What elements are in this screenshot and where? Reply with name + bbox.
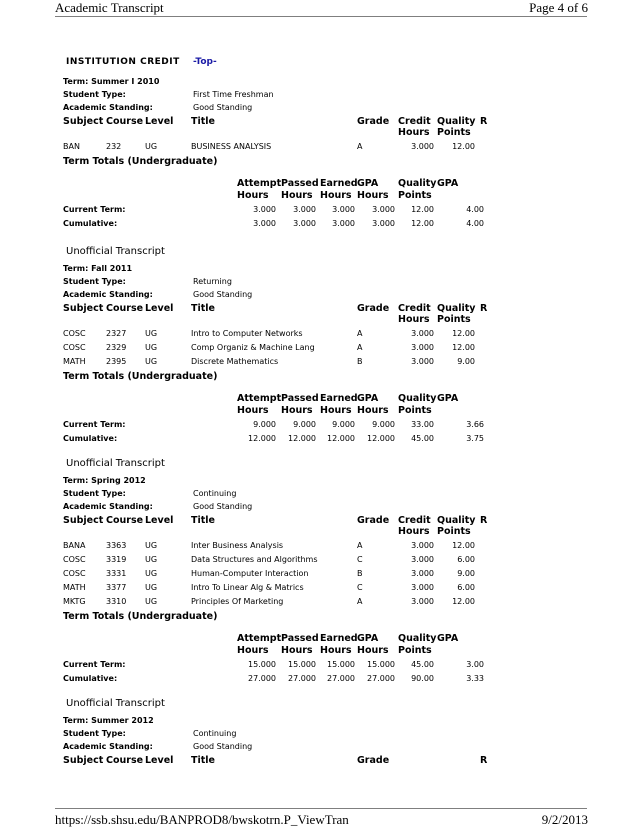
course-title: Discrete Mathematics [191, 357, 279, 366]
current-term-passed-hours: 3.000 [293, 205, 316, 214]
current-term-gpa-hours: 3.000 [372, 205, 395, 214]
totals-header-quality-points: Points [398, 405, 432, 416]
course-number: 3331 [106, 569, 127, 578]
student-type-value: Returning [193, 277, 232, 286]
course-quality-points: 12.00 [452, 142, 475, 151]
totals-header-quality-points: Points [398, 645, 432, 656]
cumulative-gpa: 3.75 [466, 434, 484, 443]
totals-header-earned-hours: Hours [320, 190, 352, 201]
current-term-attempt-hours: 15.000 [248, 660, 276, 669]
course-subject: COSC [63, 329, 86, 338]
course-number: 2329 [106, 343, 127, 352]
totals-header-attempt-hours: Hours [237, 190, 269, 201]
course-title: Human-Computer Interaction [191, 569, 309, 578]
current-term-quality-points: 33.00 [411, 420, 434, 429]
current-term-gpa-hours: 15.000 [367, 660, 395, 669]
cumulative-attempt-hours: 12.000 [248, 434, 276, 443]
totals-header-gpa-hours-2: Hours [357, 405, 389, 416]
col-header-course: Course [106, 515, 144, 526]
course-level: UG [145, 583, 158, 592]
totals-header-quality: Quality [398, 393, 437, 404]
course-level: UG [145, 555, 158, 564]
cumulative-gpa-hours: 27.000 [367, 674, 395, 683]
course-level: UG [145, 142, 158, 151]
col-header-credit-hours: Hours [398, 314, 430, 325]
col-header-title: Title [191, 755, 215, 766]
course-grade: B [357, 569, 363, 578]
cumulative-label: Cumulative: [63, 434, 118, 443]
header-divider [55, 16, 587, 17]
totals-header-gpa: GPA [437, 178, 459, 189]
course-subject: BANA [63, 541, 86, 550]
academic-standing-label: Academic Standing: [63, 742, 153, 751]
course-quality-points: 12.00 [452, 343, 475, 352]
col-header-level: Level [145, 116, 174, 127]
cumulative-earned-hours: 3.000 [332, 219, 355, 228]
course-credit-hours: 3.000 [411, 142, 434, 151]
cumulative-label: Cumulative: [63, 219, 118, 228]
col-header-quality-points: Points [437, 127, 471, 138]
student-type-label: Student Type: [63, 277, 126, 286]
course-quality-points: 6.00 [457, 583, 475, 592]
course-credit-hours: 3.000 [411, 541, 434, 550]
course-title: Principles Of Marketing [191, 597, 284, 606]
course-credit-hours: 3.000 [411, 569, 434, 578]
cumulative-quality-points: 45.00 [411, 434, 434, 443]
totals-header-passed-hours: Hours [281, 190, 313, 201]
cumulative-quality-points: 90.00 [411, 674, 434, 683]
col-header-subject: Subject [63, 515, 104, 526]
col-header-course: Course [106, 303, 144, 314]
totals-header-gpa: GPA [437, 393, 459, 404]
course-level: UG [145, 597, 158, 606]
academic-standing-value: Good Standing [193, 742, 253, 751]
academic-standing-value: Good Standing [193, 502, 253, 511]
course-number: 3377 [106, 583, 127, 592]
totals-header-gpa-hours-2: Hours [357, 645, 389, 656]
course-title: Intro to Computer Networks [191, 329, 303, 338]
current-term-attempt-hours: 9.000 [253, 420, 276, 429]
course-quality-points: 12.00 [452, 541, 475, 550]
course-level: UG [145, 329, 158, 338]
course-quality-points: 12.00 [452, 597, 475, 606]
totals-header-attempt-hours: Hours [237, 405, 269, 416]
footer-date: 9/2/2013 [541, 812, 588, 827]
student-type-label: Student Type: [63, 90, 126, 99]
totals-header-passed: Passed [281, 633, 319, 644]
col-header-quality: Quality [437, 116, 476, 127]
academic-standing-value: Good Standing [193, 290, 253, 299]
col-header-credit: Credit [398, 303, 431, 314]
course-title: BUSINESS ANALYSIS [191, 142, 272, 151]
course-subject: COSC [63, 343, 86, 352]
col-header-credit-hours: Hours [398, 526, 430, 537]
col-header-quality-points: Points [437, 314, 471, 325]
cumulative-gpa: 4.00 [466, 219, 484, 228]
academic-standing-label: Academic Standing: [63, 103, 153, 112]
student-type-label: Student Type: [63, 489, 126, 498]
course-level: UG [145, 357, 158, 366]
col-header-title: Title [191, 116, 215, 127]
col-header-grade: Grade [357, 755, 390, 766]
col-header-level: Level [145, 515, 174, 526]
course-subject: COSC [63, 569, 86, 578]
course-grade: A [357, 142, 363, 151]
unofficial-transcript-heading: Unofficial Transcript [66, 246, 165, 257]
course-number: 2395 [106, 357, 127, 366]
course-quality-points: 9.00 [457, 357, 475, 366]
totals-header-gpa: GPA [437, 633, 459, 644]
current-term-gpa: 3.00 [466, 660, 484, 669]
col-header-grade: Grade [357, 116, 390, 127]
current-term-label: Current Term: [63, 205, 126, 214]
course-quality-points: 12.00 [452, 329, 475, 338]
col-header-level: Level [145, 755, 174, 766]
course-number: 3363 [106, 541, 127, 550]
totals-header-attempt: Attempt [237, 178, 282, 189]
course-subject: MATH [63, 357, 86, 366]
totals-header-gpa-hours-2: Hours [357, 190, 389, 201]
course-number: 3319 [106, 555, 127, 564]
col-header-r: R [480, 116, 488, 127]
totals-header-attempt: Attempt [237, 633, 282, 644]
term-totals-heading: Term Totals (Undergraduate) [63, 611, 218, 622]
cumulative-passed-hours: 12.000 [288, 434, 316, 443]
course-number: 3310 [106, 597, 127, 606]
course-credit-hours: 3.000 [411, 357, 434, 366]
course-title: Data Structures and Algorithms [191, 555, 318, 564]
course-credit-hours: 3.000 [411, 329, 434, 338]
col-header-quality: Quality [437, 515, 476, 526]
current-term-passed-hours: 15.000 [288, 660, 316, 669]
cumulative-passed-hours: 27.000 [288, 674, 316, 683]
course-grade: B [357, 357, 363, 366]
course-level: UG [145, 343, 158, 352]
term-totals-heading: Term Totals (Undergraduate) [63, 156, 218, 167]
footer-url[interactable]: https://ssb.shsu.edu/BANPROD8/bwskotrn.P_ViewTran [55, 812, 349, 827]
cumulative-quality-points: 12.00 [411, 219, 434, 228]
totals-header-passed: Passed [281, 178, 319, 189]
cumulative-passed-hours: 3.000 [293, 219, 316, 228]
totals-header-passed-hours: Hours [281, 645, 313, 656]
col-header-subject: Subject [63, 116, 104, 127]
totals-header-earned: Earned [320, 393, 358, 404]
col-header-course: Course [106, 116, 144, 127]
cumulative-earned-hours: 27.000 [327, 674, 355, 683]
current-term-earned-hours: 9.000 [332, 420, 355, 429]
academic-standing-value: Good Standing [193, 103, 253, 112]
col-header-title: Title [191, 515, 215, 526]
term-totals-heading: Term Totals (Undergraduate) [63, 371, 218, 382]
current-term-gpa: 4.00 [466, 205, 484, 214]
current-term-quality-points: 45.00 [411, 660, 434, 669]
totals-header-earned-hours: Hours [320, 405, 352, 416]
student-type-label: Student Type: [63, 729, 126, 738]
course-title: Comp Organiz & Machine Lang [191, 343, 315, 352]
col-header-quality-points: Points [437, 526, 471, 537]
current-term-passed-hours: 9.000 [293, 420, 316, 429]
term-heading: Term: Summer I 2010 [63, 77, 160, 86]
course-title: Inter Business Analysis [191, 541, 284, 550]
cumulative-attempt-hours: 3.000 [253, 219, 276, 228]
col-header-r: R [480, 303, 488, 314]
totals-header-earned-hours: Hours [320, 645, 352, 656]
col-header-r: R [480, 755, 488, 766]
term-heading: Term: Fall 2011 [63, 264, 133, 273]
cumulative-attempt-hours: 27.000 [248, 674, 276, 683]
current-term-gpa-hours: 9.000 [372, 420, 395, 429]
term-heading: Term: Spring 2012 [63, 476, 146, 485]
course-quality-points: 9.00 [457, 569, 475, 578]
col-header-title: Title [191, 303, 215, 314]
student-type-value: First Time Freshman [193, 90, 274, 99]
course-grade: C [357, 583, 363, 592]
current-term-gpa: 3.66 [466, 420, 484, 429]
totals-header-passed-hours: Hours [281, 405, 313, 416]
cumulative-gpa: 3.33 [466, 674, 484, 683]
academic-standing-label: Academic Standing: [63, 290, 153, 299]
current-term-earned-hours: 3.000 [332, 205, 355, 214]
totals-header-gpa-hours: GPA [357, 633, 379, 644]
course-credit-hours: 3.000 [411, 597, 434, 606]
term-heading: Term: Summer 2012 [63, 716, 154, 725]
current-term-quality-points: 12.00 [411, 205, 434, 214]
course-subject: BAN [63, 142, 80, 151]
course-credit-hours: 3.000 [411, 555, 434, 564]
totals-header-quality: Quality [398, 633, 437, 644]
col-header-course: Course [106, 755, 144, 766]
totals-header-attempt: Attempt [237, 393, 282, 404]
cumulative-gpa-hours: 3.000 [372, 219, 395, 228]
totals-header-earned: Earned [320, 633, 358, 644]
current-term-label: Current Term: [63, 420, 126, 429]
col-header-grade: Grade [357, 515, 390, 526]
totals-header-passed: Passed [281, 393, 319, 404]
course-title: Intro To Linear Alg & Matrics [191, 583, 304, 592]
student-type-value: Continuing [193, 729, 237, 738]
course-level: UG [145, 569, 158, 578]
col-header-grade: Grade [357, 303, 390, 314]
col-header-subject: Subject [63, 755, 104, 766]
col-header-subject: Subject [63, 303, 104, 314]
col-header-r: R [480, 515, 488, 526]
course-subject: MKTG [63, 597, 86, 606]
col-header-level: Level [145, 303, 174, 314]
col-header-quality: Quality [437, 303, 476, 314]
course-level: UG [145, 541, 158, 550]
course-grade: C [357, 555, 363, 564]
col-header-credit-hours: Hours [398, 127, 430, 138]
totals-header-earned: Earned [320, 178, 358, 189]
current-term-attempt-hours: 3.000 [253, 205, 276, 214]
course-number: 232 [106, 142, 122, 151]
footer-divider [55, 808, 587, 809]
course-credit-hours: 3.000 [411, 583, 434, 592]
totals-header-quality-points: Points [398, 190, 432, 201]
col-header-credit: Credit [398, 116, 431, 127]
course-grade: A [357, 597, 363, 606]
course-subject: MATH [63, 583, 86, 592]
institution-credit-heading: INSTITUTION CREDIT [66, 57, 180, 67]
course-number: 2327 [106, 329, 127, 338]
totals-header-gpa-hours: GPA [357, 178, 379, 189]
course-credit-hours: 3.000 [411, 343, 434, 352]
course-grade: A [357, 541, 363, 550]
totals-header-attempt-hours: Hours [237, 645, 269, 656]
course-subject: COSC [63, 555, 86, 564]
current-term-earned-hours: 15.000 [327, 660, 355, 669]
course-quality-points: 6.00 [457, 555, 475, 564]
page-number: Page 4 of 6 [529, 0, 588, 15]
current-term-label: Current Term: [63, 660, 126, 669]
cumulative-label: Cumulative: [63, 674, 118, 683]
col-header-credit: Credit [398, 515, 431, 526]
cumulative-gpa-hours: 12.000 [367, 434, 395, 443]
totals-header-quality: Quality [398, 178, 437, 189]
unofficial-transcript-heading: Unofficial Transcript [66, 458, 165, 469]
cumulative-earned-hours: 12.000 [327, 434, 355, 443]
top-link[interactable]: -Top- [193, 57, 217, 67]
course-grade: A [357, 329, 363, 338]
course-grade: A [357, 343, 363, 352]
unofficial-transcript-heading: Unofficial Transcript [66, 698, 165, 709]
page-header-title: Academic Transcript [55, 0, 164, 15]
totals-header-gpa-hours: GPA [357, 393, 379, 404]
academic-standing-label: Academic Standing: [63, 502, 153, 511]
student-type-value: Continuing [193, 489, 237, 498]
